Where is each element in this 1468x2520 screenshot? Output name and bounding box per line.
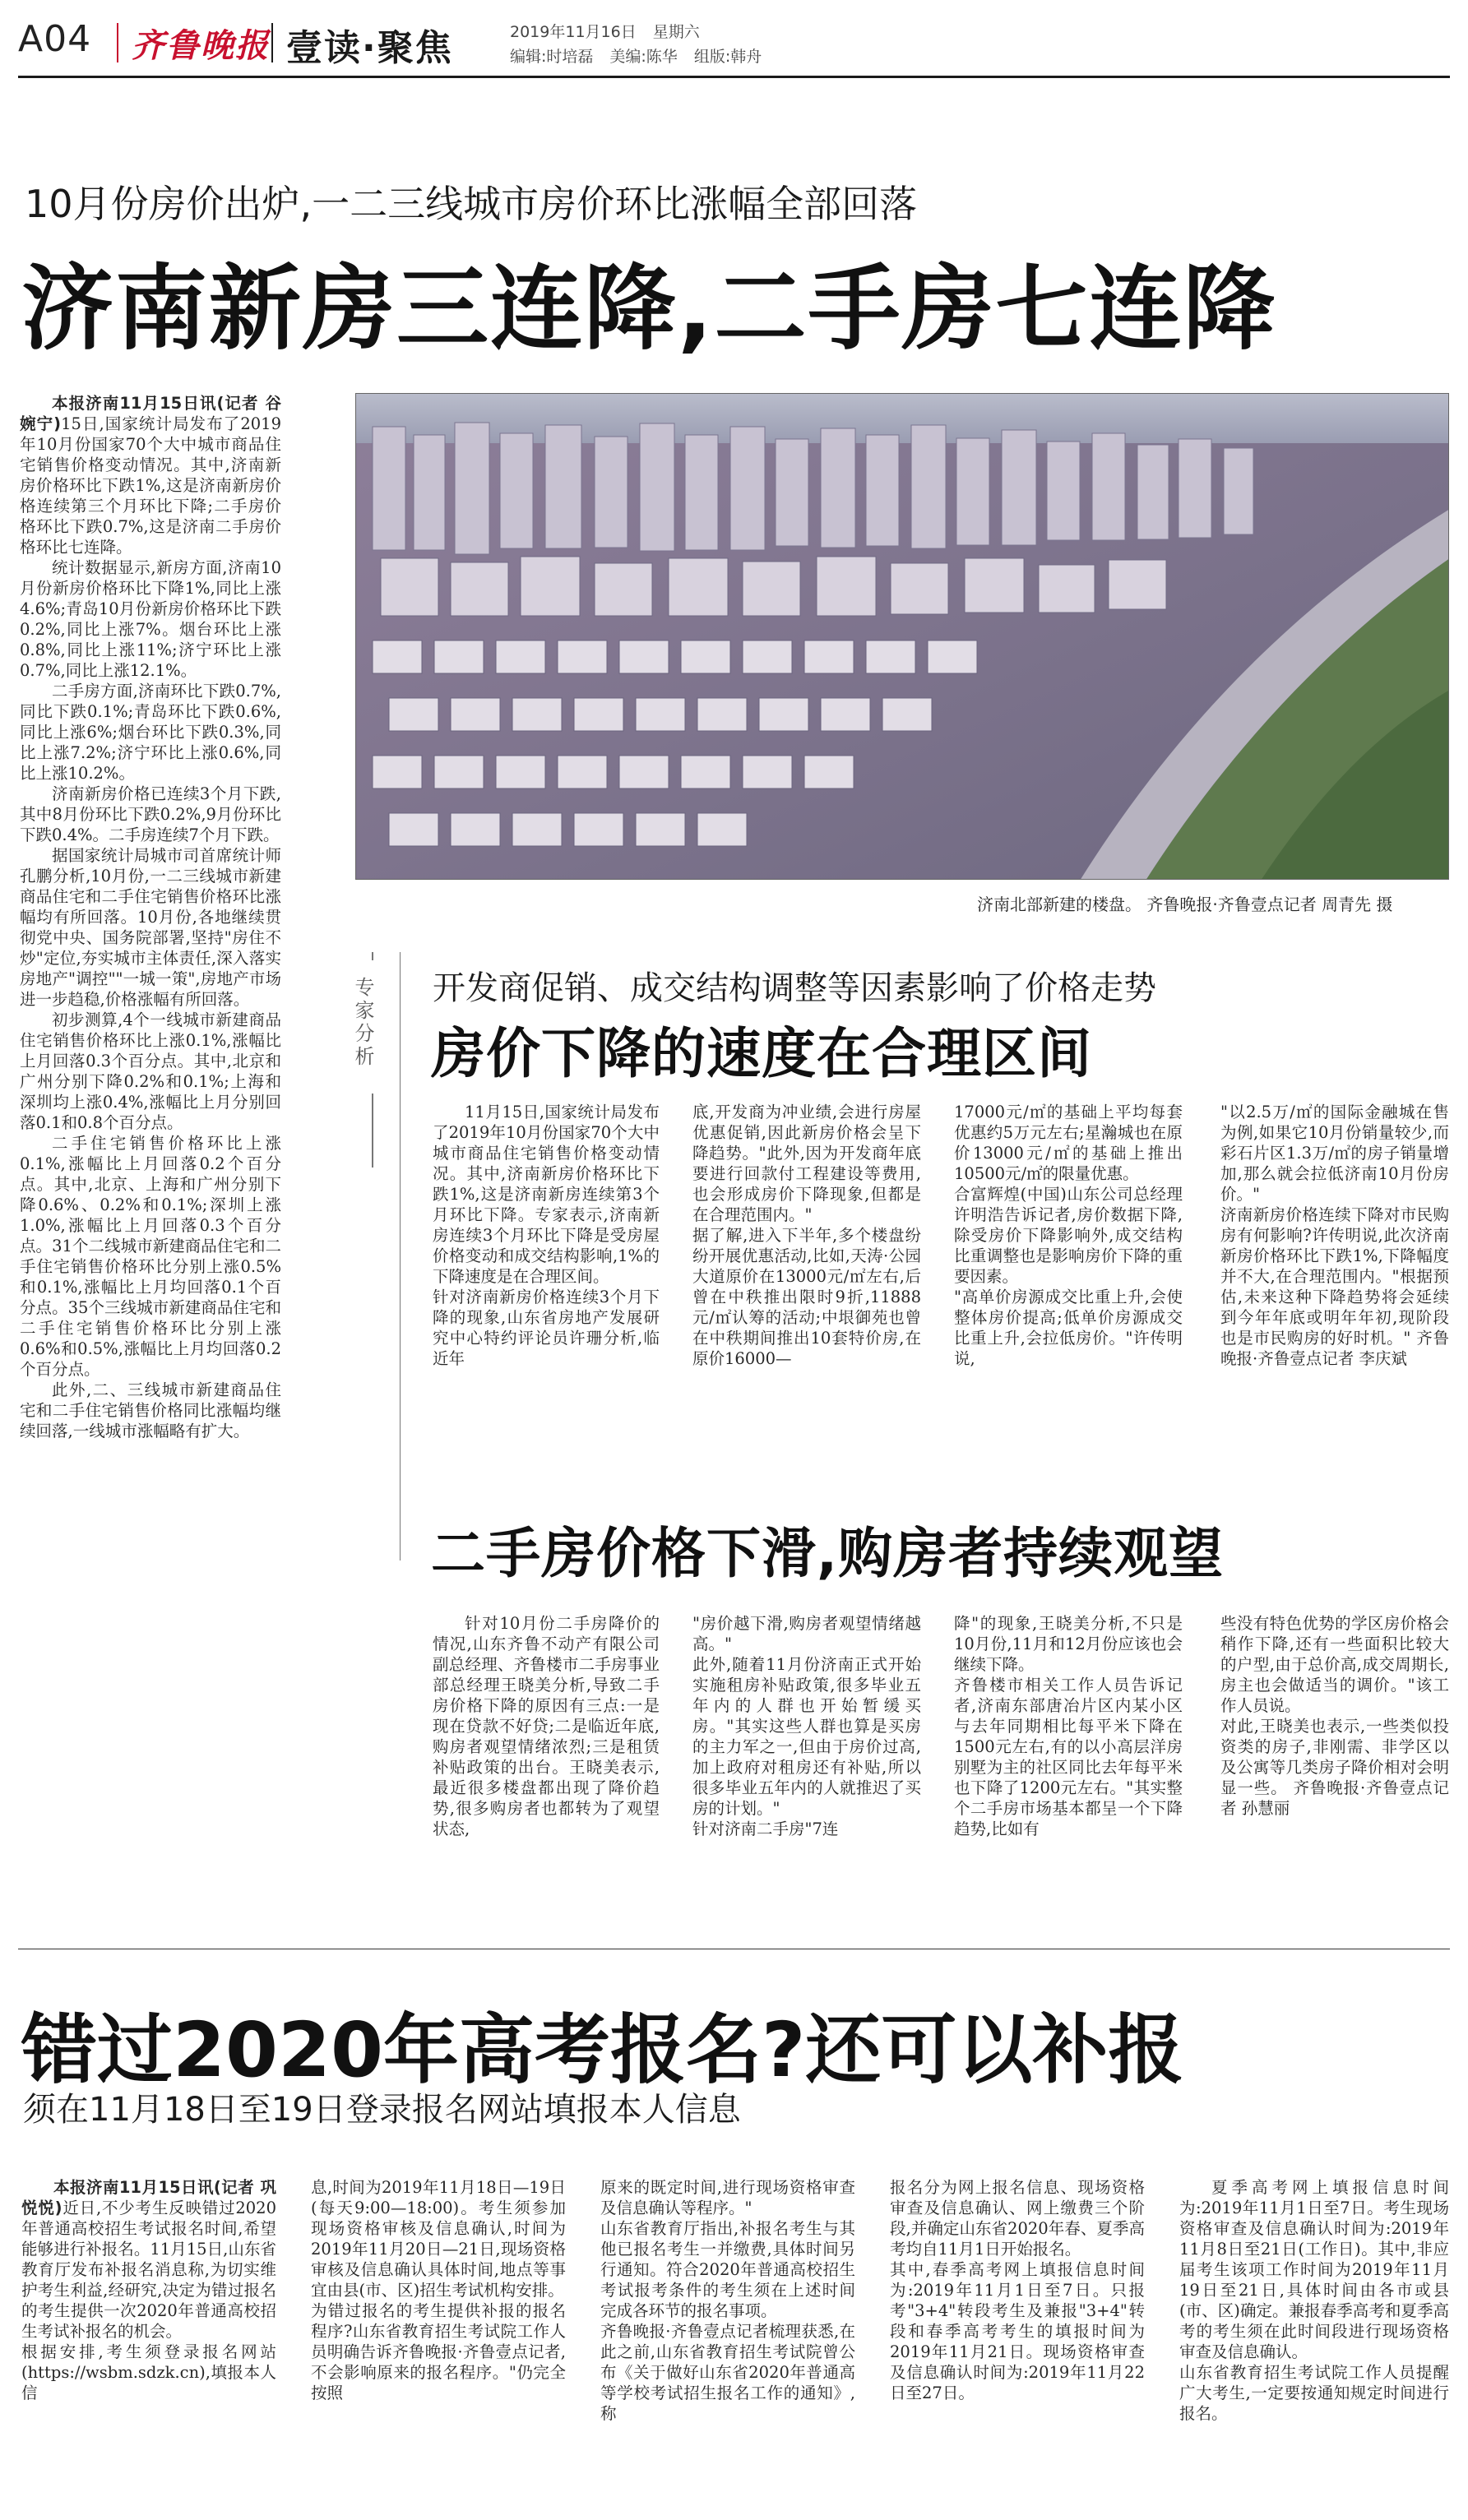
story1-dateline: 本报济南11月15日讯(记者 谷婉宁) bbox=[20, 394, 281, 433]
masthead-divider-2 bbox=[271, 23, 273, 62]
editor: 编辑:时培磊 bbox=[510, 48, 594, 66]
story1-paragraph: 统计数据显示,新房方面,济南10月份新房价格环比下降1%,同比上涨4.6%;青岛10月份新房价格环比下跌0.2%,同比上涨7%。烟台环比上涨0.8%,同比上涨11%;济宁环比上涨0.7%,同比上涨12.1%。 bbox=[20, 558, 281, 680]
story1-paragraph: 二手住宅销售价格环比上涨0.1%,涨幅比上月回落0.2个百分点。其中,北京、上海和广州分别下降0.6%、0.2%和0.1%;深圳上涨1.0%,涨幅比上月回落0.3个百分点。31个二线城市新建商品住宅和二手住宅销售价格环比分别上涨0.5%和0.1%,涨幅比上月均回落0.1个百分点。35个三线城市新建商品住宅和二手住宅销售价格环比分别上涨0.6%和0.5%,涨幅比上月均回落0.2个百分点。 bbox=[20, 1134, 281, 1379]
story2-column-3: 17000元/㎡的基础上平均每套优惠约5万元左右;星瀚城也在原价13000元/㎡的基础上推出10500元/㎡的限量优惠。 合富辉煌(中国)山东公司总经理许明浩告诉记者,房价数据下降,除受房价下降影响外,成交结构比重调整也是影响房价下降的重要因素。 "高单价房源成交比重上升,会使整体房价提高;低单价房源成交比重上升,会拉低房价。"许传明说, bbox=[954, 1103, 1183, 1368]
story1-photo-caption: 济南北部新建的楼盘。 齐鲁晚报·齐鲁壹点记者 周青先 摄 bbox=[977, 895, 1393, 914]
story1-lead-column bbox=[20, 393, 281, 1914]
story2-column-4: "以2.5万/㎡的国际金融城在售为例,如果它10月份销量较少,而彩石片区1.3万/㎡的房子销量增加,那么就会拉低济南10月份房价。" 济南新房价格连续下降对市民购房有何影响?许传明说,此次济南新房价格环比下跌1%,下降幅度并不大,在合理范围内。"根据预估,未来这种下降趋势将会延续到今年年底或明年年初,现阶段也是市民购房的好时机。" 齐鲁晚报·齐鲁壹点记者 李庆斌 bbox=[1220, 1103, 1449, 1368]
masthead-rule bbox=[18, 76, 1450, 78]
story4-column-4: 报名分为网上报名信息、现场资格审查及信息确认、网上缴费三个阶段,并确定山东省2020年春、夏季高考均自11月1日开始报名。 其中,春季高考网上填报信息时间为:2019年11月1日至7日。只报考"3+4"转段考生及兼报"3+4"转段和春季高考考生的填报时间为2019年11月21日。现场资格审查及信息确认时间为:2019年11月22日至27日。 bbox=[890, 2178, 1145, 2402]
page-number: A04 bbox=[18, 18, 92, 60]
story2-kicker: 开发商促销、成交结构调整等因素影响了价格走势 bbox=[433, 969, 1156, 1007]
story3-column-3: 降"的现象,王晓美分析,不只是10月份,11月和12月份应该也会继续下降。 齐鲁楼市相关工作人员告诉记者,济南东部唐冶片区内某小区与去年同期相比每平米下降在1500元左右,有的以小高层洋房别墅为主的社区同比去年每平米也下降了1200元左右。"其实整个二手房市场基本都呈一个下降趋势,比如有 bbox=[954, 1614, 1183, 1838]
story4-paragraph: 近日,不少考生反映错过2020年普通高校招生考试报名时间,希望能够进行补报名。11月15日,山东省教育厅发布补报名消息称,为切实维护考生利益,经研究,决定为错过报名的考生提供一次2020年普通高校招生考试补报名的机会。 根据安排,考生须登录报名网站(https://wsbm.sdzk.cn),填报本人信 bbox=[21, 2199, 276, 2402]
section-title: 壹读·聚焦 bbox=[286, 27, 453, 69]
story4-column-5: 夏季高考网上填报信息时间为:2019年11月1日至7日。考生现场资格审查及信息确认时间为:2019年11月8日至21日(工作日)。其中,非应届考生该项工作时间为2019年11月19日至21日,具体时间由各市或县(市、区)确定。兼报春季高考和夏季高考的考生须在此时间段进行现场资格审查及信息确认。 山东省教育招生考试院工作人员提醒广大考生,一定要按通知规定时间进行报名。 bbox=[1179, 2178, 1449, 2423]
story1-paragraph: 初步测算,4个一线城市新建商品住宅销售价格环比上涨0.1%,涨幅比上月回落0.3个百分点。其中,北京和广州分别下降0.2%和0.1%;上海和深圳均上涨0.4%,涨幅比上月分别回落0.1和0.8个百分点。 bbox=[20, 1010, 281, 1132]
story3-column-4: 些没有特色优势的学区房价格会稍作下降,还有一些面积比较大的户型,由于总价高,成交周期长,房主也会做适当的调价。"该工作人员说。 对此,王晓美也表示,一些类似投资类的房子,非刚需、非学区以及公寓等几类房子降价相对会明显一些。 齐鲁晚报·齐鲁壹点记者 孙慧丽 bbox=[1220, 1614, 1449, 1818]
masthead-divider bbox=[117, 23, 118, 62]
story3-column-2: "房价越下滑,购房者观望情绪越高。" 此外,随着11月份济南正式开始实施租房补贴政策,很多毕业五年内的人群也开始暂缓买房。"其实这些人群也算是买房的主力军之一,但由于房价过高,加上政府对租房还有补贴,所以很多毕业五年内的人就推迟了买房的计划。" 针对济南二手房"7连 bbox=[692, 1614, 921, 1838]
story3-headline: 二手房价格下滑,购房者持续观望 bbox=[431, 1522, 1225, 1585]
story4-headline: 错过2020年高考报名?还可以补报 bbox=[21, 2006, 1184, 2094]
story1-paragraph: 15日,国家统计局发布了2019年10月份国家70个大中城市商品住宅销售价格变动情况。其中,济南新房价格环比下跌1%,这是济南新房价格连续第三个月环比下降;二手房价格环比下跌0.7%,这是济南二手房价格环比七连降。 bbox=[20, 414, 281, 557]
masthead-meta bbox=[510, 20, 778, 69]
story2-tag-rule-2 bbox=[372, 1094, 373, 1168]
story1-headline: 济南新房三连降,二手房七连降 bbox=[21, 256, 1277, 363]
aerial-city-photo bbox=[356, 394, 1449, 880]
story2-column-2: 底,开发商为冲业绩,会进行房屋优惠促销,因此新房价格会呈下降趋势。"此外,因为开发商年底要进行回款付工程建设等费用,也会形成房价下降现象,但都是在合理范围内。" 据了解,进入下半年,多个楼盘纷纷开展优惠活动,比如,天涛·公园大道原价在13000元/㎡左右,后曾在中秩推出限时9折,11888元/㎡认筹的活动;中垠御苑也曾在中秩期间推出10套特价房,在原价16000— bbox=[692, 1103, 921, 1368]
story2-vertical-rule bbox=[400, 952, 401, 1561]
story4-column-3: 原来的既定时间,进行现场资格审查及信息确认等程序。" 山东省教育厅指出,补报名考生与其他已报名考生一并缴费,具体时间另行通知。符合2020年普通高校招生考试报考条件的考生须在上述时间完成各环节的报名事项。 齐鲁晚报·齐鲁壹点记者梳理获悉,在此之前,山东省教育招生考试院曾公布《关于做好山东省2020年普通高等学校考试招生报名工作的通知》,称 bbox=[600, 2178, 855, 2423]
story2-headline: 房价下降的速度在合理区间 bbox=[431, 1022, 1092, 1085]
story2-column-1: 11月15日,国家统计局发布了2019年10月份国家70个大中城市商品住宅销售价格变动情况。其中,济南新房价格环比下跌1%,这是济南新房连续第3个月环比下降。专家表示,济南新房连续3个月环比下降是受房屋价格变动和成交结构影响,1%的下降速度是在合理区间。 针对济南新房价格连续3个月下降的现象,山东省房地产发展研究中心特约评论员许珊分析,临近年 bbox=[433, 1103, 660, 1368]
story4-column-1 bbox=[21, 2177, 276, 2506]
story3-column-1: 针对10月份二手房降价的情况,山东齐鲁不动产有限公司副总经理、齐鲁楼市二手房事业部总经理王晓美分析,导致二手房价格下降的原因有三点:一是现在贷款不好贷;二是临近年底,购房者观望情绪浓烈;三是租赁补贴政策的出台。王晓美表示,最近很多楼盘都出现了降价趋势,很多购房者也都转为了观望状态, bbox=[433, 1614, 660, 1838]
story1-paragraph: 据国家统计局城市司首席统计师孔鹏分析,10月份,一二三线城市新建商品住宅和二手住宅销售价格环比涨幅均有所回落。10月份,各地继续贯彻党中央、国务院部署,坚持"房住不炒"定位,夯实城市主体责任,深入落实房地产"调控""一城一策",房地产市场进一步趋稳,价格涨幅有所回落。 bbox=[20, 846, 281, 1009]
layout-editor: 组版:韩舟 bbox=[693, 48, 762, 66]
story4-subhead: 须在11月18日至19日登录报名网站填报本人信息 bbox=[23, 2091, 741, 2129]
story1-paragraph: 二手房方面,济南环比下跌0.7%,同比下跌0.1%;青岛环比下跌0.6%,同比上涨6%;烟台环比下跌0.3%,同比上涨7.2%;济宁环比上涨0.6%,同比上涨10.2%。 bbox=[20, 682, 281, 783]
art-editor: 美编:陈华 bbox=[609, 48, 678, 66]
story1-kicker: 10月份房价出炉,一二三线城市房价环比涨幅全部回落 bbox=[25, 182, 918, 226]
story1-paragraph: 济南新房价格已连续3个月下跌,其中8月份环比下跌0.2%,9月份环比下跌0.4%。二手房连续7个月下跌。 bbox=[20, 784, 281, 844]
story4-column-2: 息,时间为2019年11月18日—19日(每天9:00—18:00)。考生须参加现场资格审核及信息确认,时间为2019年11月20日—21日,现场资格审核及信息确认具体时间,地点等事宜由县(市、区)招生考试机构安排。 为错过报名的考生提供补报的报名程序?山东省教育招生考试院工作人员明确告诉齐鲁晚报·齐鲁壹点记者,不会影响原来的报名程序。"仍完全按照 bbox=[311, 2178, 566, 2402]
issue-weekday: 星期六 bbox=[652, 23, 700, 41]
story1-photo bbox=[355, 393, 1449, 880]
story4-dateline: 本报济南11月15日讯(记者 巩悦悦) bbox=[21, 2178, 276, 2217]
story2-tag: 专家分析 bbox=[351, 977, 374, 1069]
story2-tag-rule bbox=[372, 952, 373, 960]
issue-date: 2019年11月16日 bbox=[510, 23, 637, 41]
story1-paragraph: 此外,二、三线城市新建商品住宅和二手住宅销售价格同比涨幅均继续回落,一线城市涨幅略有扩大。 bbox=[20, 1380, 281, 1440]
newspaper-logo: 齐鲁晚报 bbox=[132, 26, 270, 65]
